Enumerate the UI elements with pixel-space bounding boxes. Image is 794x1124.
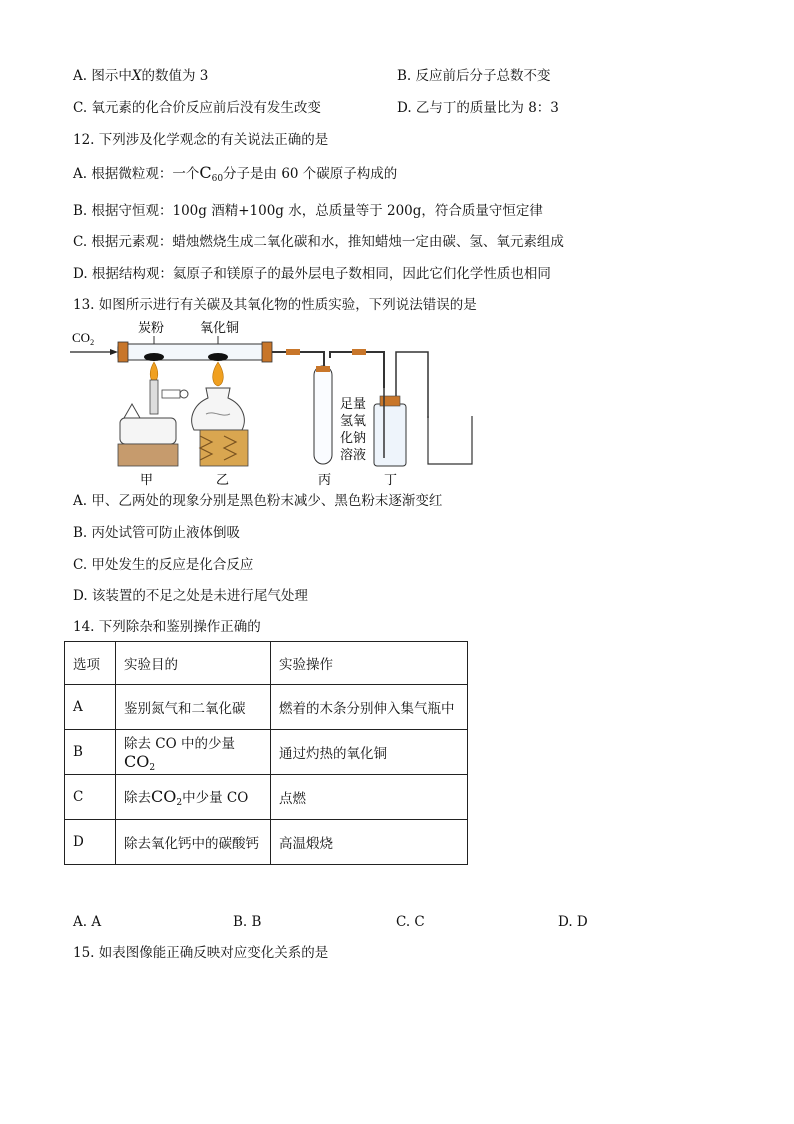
carbon-powder-label: 炭粉 bbox=[138, 321, 165, 336]
row-option: B bbox=[65, 730, 116, 775]
row-option: A bbox=[65, 685, 116, 730]
carbon-powder bbox=[144, 353, 164, 361]
q14-stem: 14. 下列除杂和鉴别操作正确的 bbox=[73, 619, 261, 635]
table-row bbox=[65, 820, 468, 865]
q11-option-b: B. 反应前后分子总数不变 bbox=[397, 68, 551, 84]
header-goal: 实验目的 bbox=[116, 642, 271, 685]
q12-option-d: D. 根据结构观：氦原子和镁原子的最外层电子数相同，因此它们化学性质也相同 bbox=[73, 266, 551, 282]
alcohol-lamp-yi bbox=[192, 388, 245, 430]
q13-option-a: A. 甲、乙两处的现象分别是黑色粉末减少、黑色粉末逐渐变红 bbox=[73, 493, 443, 509]
copper-oxide-powder bbox=[208, 353, 228, 361]
naoh-label-3: 化钠 bbox=[340, 431, 367, 446]
label-ding: 丁 bbox=[384, 473, 398, 488]
row-option: C bbox=[65, 775, 116, 820]
table-row bbox=[65, 730, 468, 775]
table-row bbox=[65, 685, 468, 730]
wash-bottle-ding bbox=[374, 404, 406, 466]
burner-jia bbox=[120, 418, 176, 444]
q13-stem: 13. 如图所示进行有关碳及其氧化物的性质实验，下列说法错误的是 bbox=[73, 297, 477, 313]
row-goal: 除去氧化钙中的碳酸钙 bbox=[116, 820, 271, 865]
row-operation: 燃着的木条分别伸入集气瓶中 bbox=[271, 685, 468, 730]
q14-answer-a: A. A bbox=[73, 914, 102, 930]
beaker bbox=[428, 416, 472, 464]
copper-oxide-label: 氧化铜 bbox=[200, 321, 240, 336]
row-operation: 通过灼热的氧化铜 bbox=[271, 730, 468, 775]
q11-option-c: C. 氧元素的化合价反应前后没有发生改变 bbox=[73, 100, 321, 116]
q13-option-d: D. 该装置的不足之处是未进行尾气处理 bbox=[73, 588, 308, 604]
q12-option-a: A. 根据微粒观：一个$C_{60}$分子是由 60 个碳原子构成的 bbox=[73, 163, 398, 184]
q14-table bbox=[64, 641, 468, 865]
naoh-label-2: 氢氧 bbox=[340, 414, 367, 429]
header-operation: 实验操作 bbox=[271, 642, 468, 685]
header-option: 选项 bbox=[65, 642, 116, 685]
reaction-tube bbox=[118, 344, 270, 360]
test-tube-bing bbox=[314, 366, 332, 464]
label-jia: 甲 bbox=[140, 473, 154, 488]
wood-block-jia bbox=[118, 444, 178, 466]
table-row bbox=[65, 775, 468, 820]
q12-stem: 12. 下列涉及化学观念的有关说法正确的是 bbox=[73, 132, 329, 148]
row-operation: 点燃 bbox=[271, 775, 468, 820]
apparatus-figure bbox=[66, 318, 486, 490]
q13-option-b: B. 丙处试管可防止液体倒吸 bbox=[73, 525, 241, 541]
co2-label: $CO_2$ bbox=[72, 330, 95, 347]
flame-icon bbox=[150, 362, 158, 382]
q11-option-a: A. 图示中X的数值为 3 bbox=[73, 68, 209, 84]
q15-stem: 15. 如表图像能正确反映对应变化关系的是 bbox=[73, 945, 329, 961]
row-goal: 除去$CO_2$中少量 CO bbox=[116, 775, 271, 820]
q13-option-c: C. 甲处发生的反应是化合反应 bbox=[73, 557, 254, 573]
q14-answer-c: C. C bbox=[396, 914, 425, 930]
flame-icon bbox=[213, 362, 224, 386]
q12-option-c: C. 根据元素观：蜡烛燃烧生成二氧化碳和水，推知蜡烛一定由碳、氢、氧元素组成 bbox=[73, 234, 564, 250]
q12-option-b: B. 根据守恒观：100g 酒精+100g 水，总质量等于 200g，符合质量守恒定律 bbox=[73, 203, 543, 219]
q14-answer-d: D. D bbox=[558, 914, 588, 930]
row-goal: 鉴别氮气和二氧化碳 bbox=[116, 685, 271, 730]
table-header-row bbox=[65, 642, 468, 685]
q11-option-d: D. 乙与丁的质量比为 8：3 bbox=[397, 100, 559, 116]
label-bing: 丙 bbox=[318, 473, 332, 488]
label-yi: 乙 bbox=[216, 473, 230, 488]
row-option: D bbox=[65, 820, 116, 865]
naoh-label-1: 足量 bbox=[340, 397, 367, 412]
row-goal: 除去 CO 中的少量$CO_2$ bbox=[116, 730, 271, 775]
q14-answer-b: B. B bbox=[233, 914, 262, 930]
naoh-label-4: 溶液 bbox=[340, 448, 367, 463]
row-operation: 高温煅烧 bbox=[271, 820, 468, 865]
